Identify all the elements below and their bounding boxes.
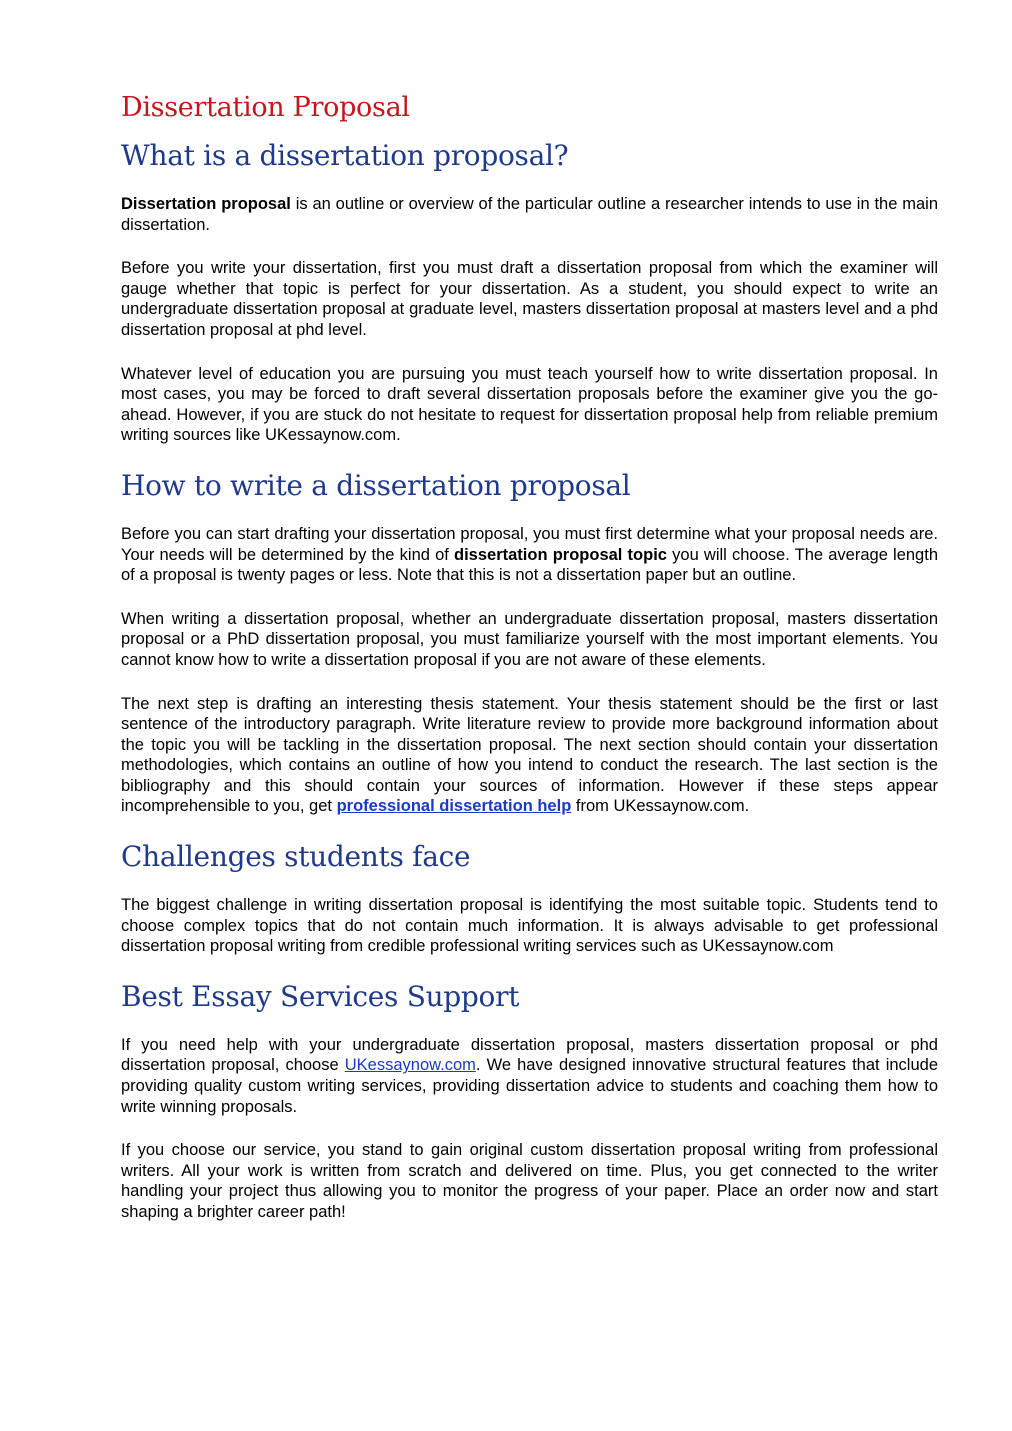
bold-term: Dissertation proposal [121, 195, 291, 213]
bold-term: dissertation proposal topic [454, 545, 667, 564]
paragraph [121, 1035, 938, 1117]
ukessaynow-link[interactable]: UKessaynow.com [344, 1056, 476, 1075]
section-best-essay-services [121, 980, 938, 1223]
section-challenges [121, 840, 938, 957]
paragraph [121, 524, 938, 586]
paragraph: The biggest challenge in writing dissertation proposal is identifying the most suitable topic. Students tend to choose complex topics that do not contain much information. It is always advisable to get professional dissertation proposal writing from credible professional writing services such as UKessaynow.com [121, 896, 938, 956]
paragraph-text: . We have designed innovative structural features that include providing quality custom writing services, providing dissertation advice to students and coaching them how to write winning proposals. [121, 1056, 939, 1116]
section-heading: How to write a dissertation proposal [121, 468, 631, 502]
section-heading: What is a dissertation proposal? [121, 139, 569, 172]
paragraph [121, 694, 938, 818]
paragraph: If you choose our service, you stand to gain original custom dissertation proposal writing from professional writers. All your work is written from scratch and delivered on time. Plus, you get connected to the writer handling your project thus allowing you to monitor the progress of your paper. Place an order now and start shaping a brighter career path! [121, 1141, 938, 1221]
paragraph-text: The next step is drafting an interesting thesis statement. Your thesis statement should be the first or last sentence of the introductory paragraph. Write literature review to provide more background information about the topic you will be tackling in the dissertation proposal. The next section should contain your dissertation methodologies, which contains an outline of how you intend to conduct the research. The last section is the bibliography and this should contain your sources of information. However if these steps appear incomprehensible to you, get [121, 694, 938, 816]
professional-dissertation-help-link[interactable]: professional dissertation help [336, 797, 572, 816]
paragraph-text: is an outline or overview of the particular outline a researcher intends to use in the main dissertation. [121, 195, 939, 234]
paragraph-text: you will choose. The average length of a proposal is twenty pages or less. Note that this is not a dissertation paper but an outline. [121, 545, 938, 585]
paragraph-text: If you need help with your undergraduate dissertation proposal, masters dissertation proposal or phd dissertation proposal, choose [121, 1035, 938, 1075]
section-heading: Challenges students face [121, 840, 471, 874]
section-what-is [121, 139, 938, 446]
document-title: Dissertation Proposal [121, 92, 410, 123]
paragraph-text: Before you can start drafting your dissertation proposal, you must first determine what your proposal needs are. Your needs will be determined by the kind of [121, 524, 938, 564]
paragraph: When writing a dissertation proposal, whether an undergraduate dissertation proposal, masters dissertation proposal or a PhD dissertation proposal, you must familiarize yourself with the most important elements. You cannot know how to write a dissertation proposal if you are not aware of these elements. [121, 609, 938, 669]
section-heading: Best Essay Services Support [121, 979, 520, 1013]
paragraph-text: from UKessaynow.com. [571, 797, 750, 816]
paragraph: Before you write your dissertation, first you must draft a dissertation proposal from which the examiner will gauge whether that topic is perfect for your dissertation. As a student, you should expect to write an undergraduate dissertation proposal at graduate level, masters dissertation proposal at masters level and a phd dissertation proposal at phd level. [121, 259, 938, 339]
paragraph [121, 194, 938, 235]
paragraph: Whatever level of education you are pursuing you must teach yourself how to write dissertation proposal. In most cases, you may be forced to draft several dissertation proposals before the examiner give you the go-ahead. However, if you are stuck do not hesitate to request for dissertation proposal help from reliable premium writing sources like UKessaynow.com. [121, 364, 938, 445]
section-how-to-write [121, 469, 938, 817]
